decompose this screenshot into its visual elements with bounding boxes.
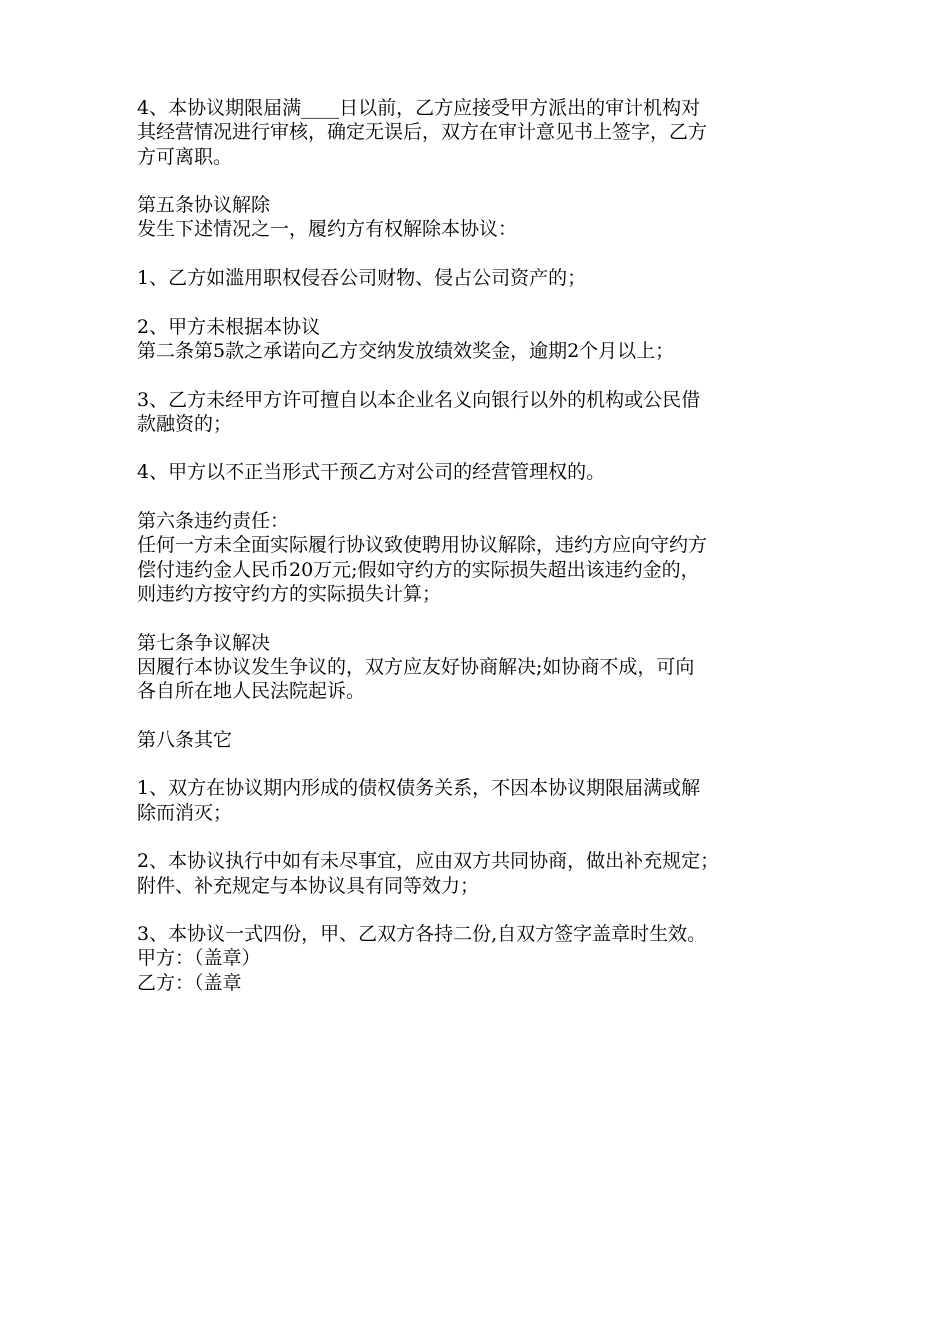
text-line: 除而消灭； — [137, 801, 233, 824]
section-heading: 第六条违约责任： — [137, 510, 290, 533]
text-line: 款融资的； — [137, 412, 233, 435]
document-page — [137, 96, 827, 995]
signature-line-party-a: 甲方：（盖章） — [137, 947, 261, 970]
paragraph-gap — [137, 606, 827, 630]
paragraph-gap — [137, 436, 827, 460]
text-line: 4、甲方以不正当形式干预乙方对公司的经营管理权的。 — [137, 461, 606, 484]
text-line: 3、本协议一式四份，甲、乙双方各持二份,自双方签字盖章时生效。 — [137, 923, 707, 946]
text-line: 3、乙方未经甲方许可擅自以本企业名义向银行以外的机构或公民借 — [137, 388, 701, 411]
text-line: 偿付违约金人民币20万元;假如守约方的实际损失超出该违约金的， — [137, 558, 700, 581]
text-line: 则违约方按守约方的实际损失计算； — [137, 582, 442, 605]
text-line: 各自所在地人民法院起诉。 — [137, 680, 366, 703]
text-line: 发生下述情况之一，履约方有权解除本协议： — [137, 218, 518, 241]
paragraph-gap — [137, 169, 827, 193]
text-line: 因履行本协议发生争议的，双方应友好协商解决;如协商不成，可向 — [137, 655, 695, 678]
text-line: 4、本协议期限届满____日以前，乙方应接受甲方派出的审计机构对 — [137, 97, 701, 119]
paragraph-gap — [137, 752, 827, 776]
paragraph-gap — [137, 825, 827, 849]
section-heading: 第八条其它 — [137, 728, 233, 751]
paragraph-gap — [137, 363, 827, 387]
paragraph-gap — [137, 485, 827, 509]
section-heading: 第七条争议解决 — [137, 631, 271, 654]
text-line: 2、甲方未根据本协议 — [137, 315, 321, 338]
signature-line-party-b: 乙方：（盖章 — [137, 971, 242, 994]
paragraph-gap — [137, 703, 827, 727]
text-line: 附件、补充规定与本协议具有同等效力； — [137, 874, 480, 897]
paragraph-gap — [137, 898, 827, 922]
text-line: 第二条第5款之承诺向乙方交纳发放绩效奖金，逾期2个月以上； — [137, 339, 675, 362]
text-line: 1、乙方如滥用职权侵吞公司财物、侵占公司资产的； — [137, 267, 587, 290]
paragraph-gap — [137, 290, 827, 314]
text-line: 1、双方在协议期内形成的债权债务关系，不因本协议期限届满或解 — [137, 777, 701, 800]
text-line: 2、本协议执行中如有未尽事宜，应由双方共同协商，做出补充规定； — [137, 850, 720, 873]
text-line: 其经营情况进行审核，确定无误后，双方在审计意见书上签字，乙方 — [137, 121, 708, 144]
text-line: 方可离职。 — [137, 145, 233, 168]
section-heading: 第五条协议解除 — [137, 194, 271, 217]
paragraph-gap — [137, 242, 827, 266]
text-line: 任何一方未全面实际履行协议致使聘用协议解除，违约方应向守约方 — [137, 534, 708, 557]
